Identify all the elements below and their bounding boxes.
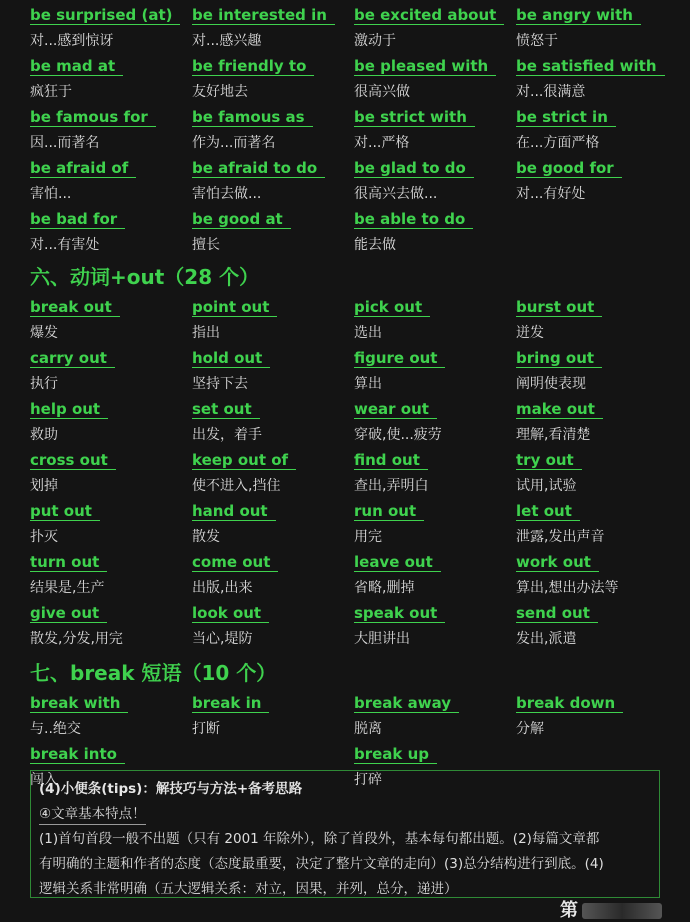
phrase-chinese: 划掉 — [30, 478, 58, 494]
phrase-cell — [354, 688, 516, 739]
phrase-english: burst out — [516, 298, 602, 317]
phrase-english: be afraid of — [30, 159, 136, 178]
phrase-chinese: 打断 — [192, 721, 220, 737]
phrase-chinese: 愤怒于 — [516, 33, 558, 49]
phrase-english: send out — [516, 604, 598, 623]
phrase-chinese: 因...而著名 — [30, 135, 100, 151]
phrase-chinese: 用完 — [354, 529, 382, 545]
phrase-english: be angry with — [516, 6, 641, 25]
phrase-english: be pleased with — [354, 57, 496, 76]
phrase-chinese: 坚持下去 — [192, 376, 248, 392]
phrase-english: make out — [516, 400, 603, 419]
phrase-cell — [516, 343, 678, 394]
phrase-chinese: 算出 — [354, 376, 382, 392]
phrase-english: find out — [354, 451, 428, 470]
phrase-english: be famous for — [30, 108, 156, 127]
phrase-english: hand out — [192, 502, 276, 521]
phrase-chinese: 发出,派遣 — [516, 631, 577, 647]
phrase-english: keep out of — [192, 451, 296, 470]
phrase-cell — [30, 153, 192, 204]
tips-line-1: (1)首句首段一般不出题（只有 2001 年除外），除了首段外，基本每句都出题。(2)每篇文章都 — [39, 831, 600, 847]
phrase-english: look out — [192, 604, 269, 623]
phrase-cell — [30, 445, 192, 496]
phrase-cell — [30, 496, 192, 547]
phrase-cell — [516, 598, 678, 649]
phrase-chinese: 结果是,生产 — [30, 580, 105, 596]
phrase-chinese: 对...感兴趣 — [192, 33, 262, 49]
phrase-chinese: 查出,弄明白 — [354, 478, 429, 494]
phrase-english: be strict in — [516, 108, 616, 127]
phrase-cell — [192, 496, 354, 547]
phrase-english: break into — [30, 745, 125, 764]
phrase-cell — [354, 394, 516, 445]
phrase-cell — [516, 292, 678, 343]
phrase-chinese: 害怕... — [30, 186, 72, 202]
phrase-cell — [30, 343, 192, 394]
phrase-chinese: 爆发 — [30, 325, 58, 341]
phrase-english: be good at — [192, 210, 291, 229]
phrase-cell — [516, 547, 678, 598]
phrase-chinese: 分解 — [516, 721, 544, 737]
phrase-chinese: 疯狂于 — [30, 84, 72, 100]
phrase-cell — [516, 0, 678, 51]
phrase-english: break down — [516, 694, 623, 713]
phrase-chinese: 出发，着手 — [192, 427, 262, 443]
phrase-english: speak out — [354, 604, 445, 623]
phrase-english: point out — [192, 298, 277, 317]
phrase-cell — [192, 292, 354, 343]
phrase-english: leave out — [354, 553, 441, 572]
phrase-english: hold out — [192, 349, 270, 368]
phrase-chinese: 能去做 — [354, 237, 396, 253]
phrase-english: break in — [192, 694, 269, 713]
phrase-cell — [192, 102, 354, 153]
phrase-english: be able to do — [354, 210, 473, 229]
phrase-english: be bad for — [30, 210, 125, 229]
tips-line-2: 有明确的主题和作者的态度（态度最重要，决定了整片文章的走向）(3)总分结构进行到底。(4) — [39, 856, 604, 872]
phrase-english: run out — [354, 502, 424, 521]
phrase-english: try out — [516, 451, 582, 470]
tips-line-3: 逻辑关系非常明确（五大逻辑关系：对立，因果，并列，总分，递进） — [39, 881, 458, 897]
phrase-cell — [192, 153, 354, 204]
phrase-english: be famous as — [192, 108, 313, 127]
phrase-cell — [354, 496, 516, 547]
phrase-cell — [192, 394, 354, 445]
phrase-chinese: 算出,想出办法等 — [516, 580, 619, 596]
section7-title: 七、break 短语（10 个） — [30, 661, 277, 685]
phrase-chinese: 激动于 — [354, 33, 396, 49]
phrase-english: be surprised (at) — [30, 6, 180, 25]
tips-title: (4)小便条(tips)：解技巧与方法+备考思路 — [39, 781, 303, 797]
phrase-english: help out — [30, 400, 108, 419]
phrase-english: work out — [516, 553, 599, 572]
phrase-cell — [516, 102, 678, 153]
phrase-cell — [516, 204, 678, 255]
phrase-chinese: 擅长 — [192, 237, 220, 253]
phrase-english: break up — [354, 745, 437, 764]
phrase-chinese: 省略,删掉 — [354, 580, 415, 596]
phrase-english: be satisfied with — [516, 57, 665, 76]
phrase-cell — [30, 394, 192, 445]
phrase-english: let out — [516, 502, 580, 521]
phrase-cell — [192, 547, 354, 598]
phrase-cell — [354, 204, 516, 255]
phrase-english: pick out — [354, 298, 430, 317]
phrase-cell — [30, 292, 192, 343]
phrase-english: be friendly to — [192, 57, 314, 76]
tips-subtitle: ④文章基本特点！ — [39, 804, 146, 825]
phrase-chinese: 害怕去做... — [192, 186, 262, 202]
phrase-chinese: 在...方面严格 — [516, 135, 600, 151]
phrase-english: be good for — [516, 159, 622, 178]
phrase-chinese: 救助 — [30, 427, 58, 443]
phrase-cell — [192, 0, 354, 51]
phrase-english: wear out — [354, 400, 437, 419]
phrase-cell — [354, 547, 516, 598]
phrase-cell — [516, 51, 678, 102]
phrase-chinese: 友好地去 — [192, 84, 248, 100]
phrase-chinese: 执行 — [30, 376, 58, 392]
phrase-english: put out — [30, 502, 100, 521]
phrase-cell — [354, 0, 516, 51]
phrase-cell — [192, 51, 354, 102]
phrase-cell — [354, 51, 516, 102]
phrase-chinese: 当心,堤防 — [192, 631, 253, 647]
phrase-english: bring out — [516, 349, 602, 368]
phrase-cell — [192, 688, 354, 739]
phrase-chinese: 很高兴去做... — [354, 186, 438, 202]
phrase-chinese: 很高兴做 — [354, 84, 410, 100]
phrase-cell — [354, 445, 516, 496]
phrase-chinese: 对...有好处 — [516, 186, 586, 202]
phrase-english: come out — [192, 553, 278, 572]
phrase-cell — [516, 688, 678, 739]
phrase-chinese: 对...感到惊讶 — [30, 33, 114, 49]
phrase-english: turn out — [30, 553, 107, 572]
phrase-cell — [516, 394, 678, 445]
phrase-chinese: 泄露,发出声音 — [516, 529, 605, 545]
phrase-chinese: 扑灭 — [30, 529, 58, 545]
phrase-chinese: 指出 — [192, 325, 220, 341]
blurred-page-number — [582, 903, 662, 919]
phrase-english: figure out — [354, 349, 445, 368]
phrase-english: carry out — [30, 349, 115, 368]
phrase-chinese: 选出 — [354, 325, 382, 341]
phrase-english: be glad to do — [354, 159, 474, 178]
phrase-cell — [30, 688, 192, 739]
phrase-chinese: 散发 — [192, 529, 220, 545]
phrase-cell — [516, 153, 678, 204]
phrase-chinese: 作为...而著名 — [192, 135, 276, 151]
phrase-chinese: 试用,试验 — [516, 478, 577, 494]
phrase-chinese: 对...很满意 — [516, 84, 586, 100]
section6-grid — [30, 292, 680, 649]
phrase-cell — [516, 445, 678, 496]
phrase-english: give out — [30, 604, 107, 623]
phrase-cell — [30, 51, 192, 102]
phrase-cell — [192, 445, 354, 496]
phrase-cell — [30, 598, 192, 649]
phrase-cell — [516, 496, 678, 547]
phrase-chinese: 阐明使表现 — [516, 376, 586, 392]
phrase-cell — [354, 598, 516, 649]
phrase-english: be afraid to do — [192, 159, 325, 178]
phrase-cell — [354, 292, 516, 343]
phrase-english: break away — [354, 694, 459, 713]
phrase-chinese: 对...严格 — [354, 135, 410, 151]
phrase-chinese: 散发,分发,用完 — [30, 631, 123, 647]
section6-title: 六、动词+out（28 个） — [30, 265, 260, 289]
phrase-chinese: 大胆讲出 — [354, 631, 410, 647]
phrase-english: be strict with — [354, 108, 475, 127]
phrase-english: be interested in — [192, 6, 335, 25]
phrase-cell — [354, 102, 516, 153]
phrase-chinese: 使不进入,挡住 — [192, 478, 281, 494]
phrase-chinese: 穿破,使...疲劳 — [354, 427, 442, 443]
phrase-cell — [192, 343, 354, 394]
phrase-chinese: 打碎 — [354, 772, 382, 788]
phrase-chinese: 闯入 — [30, 772, 58, 788]
phrase-chinese: 与..绝交 — [30, 721, 81, 737]
phrase-cell — [30, 204, 192, 255]
phrase-english: be mad at — [30, 57, 123, 76]
phrase-english: set out — [192, 400, 260, 419]
phrase-chinese: 迸发 — [516, 325, 544, 341]
phrase-cell — [30, 102, 192, 153]
phrase-cell — [354, 343, 516, 394]
phrase-cell — [30, 0, 192, 51]
phrase-chinese: 理解,看清楚 — [516, 427, 591, 443]
phrase-english: cross out — [30, 451, 116, 470]
phrase-english: break with — [30, 694, 128, 713]
phrase-english: be excited about — [354, 6, 504, 25]
section1-grid — [30, 0, 680, 255]
tips-box — [30, 770, 660, 898]
phrase-cell — [192, 204, 354, 255]
phrase-cell — [30, 547, 192, 598]
phrase-chinese: 对...有害处 — [30, 237, 100, 253]
page-label: 第 — [560, 896, 662, 922]
phrase-cell — [192, 598, 354, 649]
phrase-chinese: 脱离 — [354, 721, 382, 737]
phrase-cell — [354, 153, 516, 204]
phrase-english: break out — [30, 298, 120, 317]
phrase-chinese: 出版,出来 — [192, 580, 253, 596]
